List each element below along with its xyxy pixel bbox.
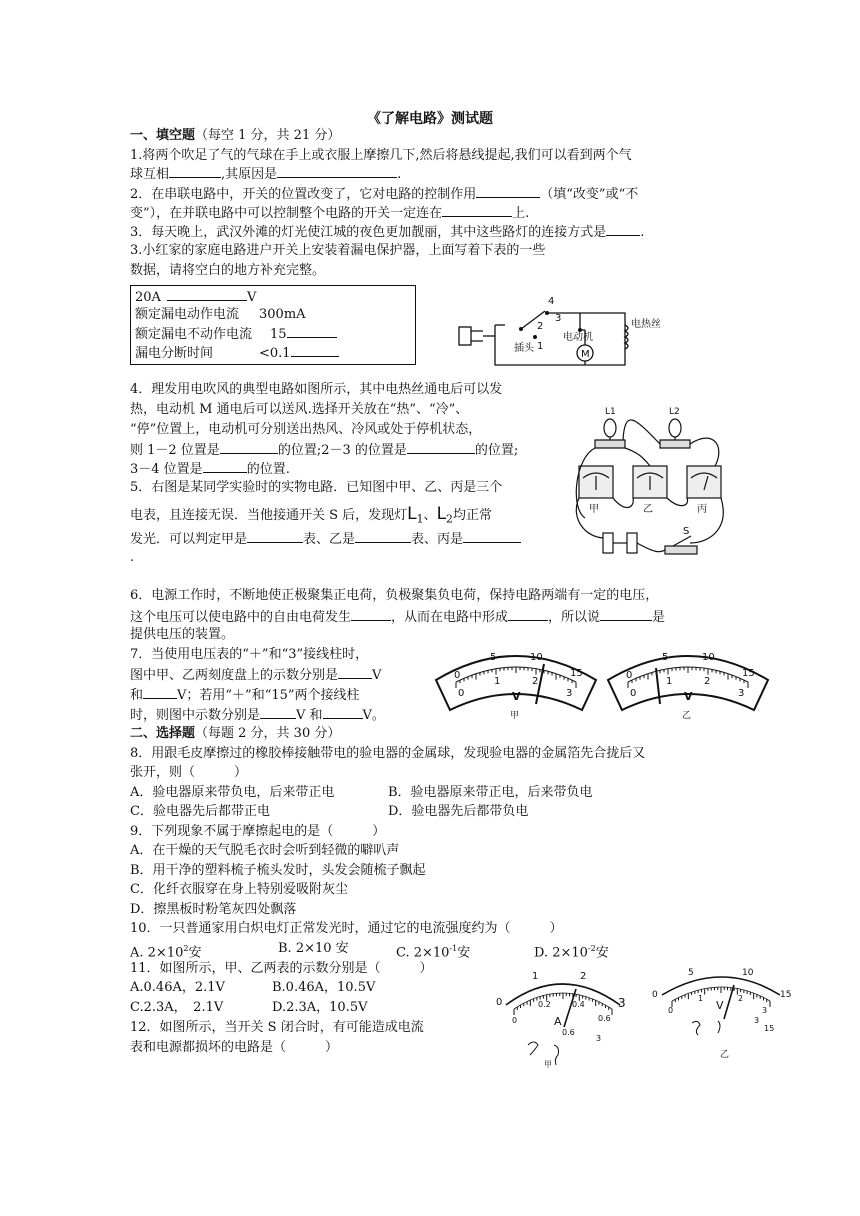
meter-label-bing: 丙 (697, 504, 707, 515)
q3-line2: 3.小红家的家庭电路进户开关上安装着漏电保护器，上面写着下表的一些 (130, 243, 546, 258)
voltmeter-inner-1: 1 (698, 994, 704, 1003)
q6-text-b: ，从而在电路中形成 (391, 610, 509, 625)
motor-label: 电动机 (563, 332, 593, 343)
q5-text-d: 表、乙是 (303, 532, 356, 547)
q4-line3: “停”位置上，电动机可分别送出热风、冷风或处于停机状态， (130, 422, 482, 437)
leak-no-action-blank[interactable] (287, 325, 337, 338)
voltmeter-outer-10: 10 (742, 968, 754, 978)
dial-jia-caption: 甲 (510, 711, 520, 721)
q10-c-exp: -1 (449, 944, 458, 953)
table-row-4 (135, 344, 339, 362)
q4-line1: 4．理发用电吹风的典型电路如图所示，其中电热丝通电后可以发 (130, 382, 503, 397)
q4-line2: 热，电动机 M 通电后可以送风.选择开关放在“热”、“冷”、 (130, 402, 469, 417)
meter-label-yi: 乙 (643, 504, 653, 515)
q8-option-b[interactable]: B．验电器原来带正电，后来带负电 (388, 785, 593, 800)
q6-blank-3[interactable] (600, 608, 652, 621)
q1-text-a: 球互相 (130, 167, 170, 182)
q10-option-b[interactable]: B. 2×10 安 (278, 941, 349, 956)
q2-line2 (130, 204, 529, 222)
q1-text-c: . (397, 167, 402, 182)
ammeter-inner-0: 0 (512, 1016, 518, 1025)
q4-line4 (130, 441, 518, 459)
voltmeter-inner-3: 3 (762, 1006, 768, 1015)
dial-yi-top-0: 0 (626, 670, 633, 681)
q2-line1 (130, 185, 638, 203)
q5-text-e: 表、丙是 (411, 532, 464, 547)
rated-current: 20A (135, 290, 161, 305)
q12-line2: 表和电源都损坏的电路是（ ） (130, 1040, 339, 1055)
q2-blank-1[interactable] (476, 185, 540, 198)
voltmeter-needle (724, 985, 734, 1019)
ammeter-dial (492, 965, 632, 1070)
q3-line1 (130, 223, 644, 241)
q11-option-d[interactable]: D.2.3A，10.5V (272, 1000, 368, 1015)
dial-yi-caption: 乙 (682, 711, 692, 721)
voltmeter-inner-2: 2 (738, 994, 744, 1003)
q4-text-b: 的位置;2－3 的位置是 (277, 443, 407, 458)
q5-lamp1-sub: 1 (416, 512, 424, 526)
q10-option-c[interactable] (396, 941, 470, 961)
q7-text-a: 图中甲、乙两刻度盘上的示数分别是 (130, 668, 339, 683)
q3-text-b: . (640, 225, 645, 240)
q2-text-d: 上. (512, 206, 530, 221)
q10-d-unit: 安 (595, 945, 609, 961)
plug-label: 插头 (514, 343, 534, 354)
q8-line2: 张开，则（ ） (130, 765, 248, 780)
table-row-3 (135, 325, 337, 343)
q8-option-c[interactable]: C．验电器先后都带正电 (130, 804, 270, 819)
motor-symbol: M (581, 349, 590, 360)
ammeter-inner-04: 0.4 (572, 1000, 585, 1009)
q5-line3 (130, 530, 521, 548)
q5-blank-1[interactable] (247, 530, 303, 543)
q2-text-c: 变”），在并联电路中可以控制整个电路的开关一定连在 (130, 206, 443, 221)
ammeter-inner-02: 0.2 (538, 1000, 551, 1009)
q10-stem: 10．一只普通家用白炽电灯正常发光时，通过它的电流强度约为（ ） (130, 921, 563, 936)
q8-line1: 8．用跟毛皮摩擦过的橡胶棒接触带电的验电器的金属球，发现验电器的金属箔先合拢后又 (130, 746, 646, 761)
dial-jia-bottom-2: 2 (532, 676, 539, 687)
dial-yi-bottom-3: 3 (738, 688, 745, 699)
q10-a-unit: 安 (188, 945, 202, 961)
q5-blank-3[interactable] (463, 530, 521, 543)
q11-option-b[interactable]: B.0.46A，10.5V (272, 980, 376, 995)
dryer-pos-1: 1 (537, 341, 544, 352)
voltmeter-terminal-3: 3 (754, 1016, 760, 1025)
q6-blank-1[interactable] (351, 608, 391, 621)
q6-line2 (130, 608, 665, 626)
q5-blank-2[interactable] (355, 530, 411, 543)
dial-yi-top-15: 15 (742, 668, 755, 679)
dial-jia-top-10: 10 (530, 652, 543, 663)
q7-line3 (130, 686, 360, 704)
table-row-2 (135, 307, 306, 323)
q5-line1: 5．右图是某同学实验时的实物电路．已知图中甲、乙、丙是三个 (130, 480, 503, 495)
q9-option-a[interactable]: A．在干燥的天气脱毛衣时会听到轻微的噼叭声 (130, 843, 400, 858)
q5-sep: 、 (423, 508, 437, 523)
q4-blank-3[interactable] (203, 460, 247, 473)
q7-line2 (130, 666, 381, 684)
q7-text-g: V。 (362, 708, 385, 723)
dryer-pos-3: 3 (555, 313, 562, 324)
hair-dryer-circuit (455, 285, 661, 380)
ammeter-outer-2: 2 (580, 971, 587, 982)
break-time-label: 漏电分断时间 (135, 346, 214, 361)
ammeter-inner-06: 0.6 (598, 1014, 611, 1023)
q7-text-b: V (372, 668, 382, 683)
dryer-pos-4: 4 (548, 296, 555, 307)
ammeter-outer-1: 1 (532, 971, 539, 982)
q6-blank-2[interactable] (508, 608, 548, 621)
leak-action-label: 额定漏电动作电流 (135, 307, 240, 322)
dial-jia-top-15: 15 (570, 668, 583, 679)
meter-circuit-l2: L2 (669, 407, 680, 417)
meter-circuit-l1: L1 (605, 407, 616, 417)
q11-stem: 11．如图所示，甲、乙两表的示数分别是（ ） (130, 961, 433, 976)
q12-line1: 12．如图所示，当开关 S 闭合时，有可能造成电流 (130, 1020, 424, 1035)
q10-c-base: C. 2×10 (396, 945, 450, 961)
switch-label: S (683, 526, 690, 537)
q9-option-c[interactable]: C．化纤衣服穿在身上特别爱吸附灰尘 (130, 882, 348, 897)
section-1-header (130, 128, 340, 144)
q10-c-unit: 安 (457, 945, 471, 961)
q4-text-a: 则 1－2 位置是 (130, 443, 220, 458)
q3-line3: 数据，请将空白的地方补充完整。 (130, 263, 326, 278)
q3-text-a: 3．每天晚上，武汉外滩的灯光使江城的夜色更加靓丽，其中这些路灯的连接方式是 (130, 225, 607, 240)
dial-jia-top-5: 5 (490, 652, 497, 663)
q5-text-c: 发光．可以判定甲是 (130, 532, 248, 547)
ammeter-caption: 甲 (544, 1060, 552, 1069)
q8-option-a[interactable]: A．验电器原来带负电，后来带正电 (130, 785, 335, 800)
q7-text-d: V；若用“＋”和“15”两个接线柱 (177, 688, 360, 703)
dial-jia-bottom-0: 0 (458, 688, 465, 699)
q9-stem: 9．下列现象不属于摩擦起电的是（ ） (130, 824, 386, 839)
dial-yi-top-5: 5 (662, 652, 669, 663)
q7-text-e: 时，则图中示数分别是 (130, 708, 261, 723)
q4-text-c: 的位置; (474, 443, 519, 458)
q5-line4: . (130, 550, 135, 565)
q7-text-f: V 和 (296, 708, 323, 723)
q6-text-a: 这个电压可以使电路中的自由电荷发生 (130, 610, 352, 625)
q10-option-a[interactable] (130, 941, 201, 961)
page-title: 《了解电路》测试题 (367, 111, 493, 127)
leak-action-value: 300mA (259, 307, 306, 322)
voltmeter-terminal-15: 15 (764, 1024, 775, 1033)
ammeter-terminal-3: 3 (596, 1034, 602, 1043)
dial-yi-bottom-2: 2 (704, 676, 711, 687)
dial-jia-bottom-1: 1 (494, 676, 501, 687)
table-row-1 (135, 288, 256, 306)
dial-jia-top-0: 0 (454, 670, 461, 681)
voltmeter-outer-15: 15 (780, 990, 792, 1000)
q10-a-base: A. 2×10 (130, 945, 184, 961)
q6-line3: 提供电压的装置。 (130, 627, 235, 642)
q1-text-b: ,其原因是 (221, 167, 278, 182)
dial-yi-top-10: 10 (702, 652, 715, 663)
q7-blank-2[interactable] (143, 686, 177, 699)
dial-yi-bottom-0: 0 (630, 688, 637, 699)
q7-blank-4[interactable] (323, 706, 363, 719)
voltmeter-unit: V (716, 999, 724, 1012)
q4-line5 (130, 460, 290, 478)
q4-text-e: 的位置. (246, 462, 290, 477)
q1-line2 (130, 165, 401, 183)
voltmeter-dial (652, 965, 797, 1060)
q5-text-a: 电表，且连接无误．当他接通开关 S 后，发现灯 (130, 508, 408, 523)
q10-d-base: D. 2×10 (534, 945, 588, 961)
q10-a-exp: 2 (183, 944, 189, 953)
q7-line4 (130, 706, 385, 724)
q5-line2 (130, 506, 492, 528)
q1-blank-2[interactable] (277, 165, 397, 178)
section-2-note: （每题 2 分，共 30 分） (195, 726, 341, 741)
q11-option-c[interactable]: C.2.3A， 2.1V (130, 1000, 224, 1015)
q10-option-d[interactable] (534, 941, 609, 961)
voltmeter-inner-0: 0 (668, 1006, 674, 1015)
section-2-heading: 二、选择题 (130, 726, 196, 741)
q2-text-b: （填“改变”或“不 (540, 187, 639, 202)
ammeter-outer-3: 3 (618, 996, 626, 1010)
q5-text-b: 均正常 (452, 508, 492, 523)
q8-option-d[interactable]: D．验电器先后都带负电 (388, 804, 529, 819)
ammeter-outer-0: 0 (496, 997, 503, 1008)
q4-blank-1[interactable] (220, 441, 278, 454)
q5-lamp2-sub: 2 (446, 512, 453, 526)
q4-text-d: 3－4 位置是 (130, 462, 203, 477)
dial-jia-unit: V (512, 690, 521, 703)
q3-blank-1[interactable] (606, 223, 640, 236)
leak-no-action-label: 额定漏电不动作电流 (135, 327, 253, 342)
break-time-value: <0.1 (259, 346, 291, 361)
q7-line1: 7．当使用电压表的“＋”和“3”接线柱时， (130, 647, 369, 662)
q9-option-b[interactable]: B．用干净的塑料梳子梳头发时，头发会随梳子飘起 (130, 863, 426, 878)
dial-jia (432, 638, 600, 722)
q2-blank-2[interactable] (442, 204, 512, 217)
q1-blank-1[interactable] (169, 165, 221, 178)
dryer-pos-2: 2 (537, 321, 544, 332)
meter-circuit (565, 388, 725, 573)
q6-text-d: 是 (652, 610, 666, 625)
break-time-blank[interactable] (291, 344, 339, 357)
q10-d-exp: -2 (587, 944, 596, 953)
rated-data-table (130, 285, 416, 365)
voltmeter-outer-5: 5 (688, 968, 694, 978)
dial-yi (604, 638, 772, 722)
section-2-header (130, 726, 340, 742)
voltmeter-caption: 乙 (720, 1050, 730, 1060)
ammeter-unit: A (554, 1015, 562, 1028)
q7-blank-1[interactable] (338, 666, 372, 679)
voltmeter-outer-0: 0 (652, 990, 658, 1000)
q6-text-c: ，所以说 (548, 610, 601, 625)
rated-voltage-unit: V (246, 290, 257, 305)
q11-option-a[interactable]: A.0.46A，2.1V (130, 980, 225, 995)
q2-text-a: 2．在串联电路中，开关的位置改变了，它对电路的控制作用 (130, 187, 477, 202)
section-1-note: （每空 1 分，共 21 分） (195, 128, 341, 143)
section-1-heading: 一、填空题 (130, 128, 196, 143)
dial-jia-bottom-3: 3 (566, 688, 573, 699)
q1-line1: 1.将两个吹足了气的气球在手上或衣服上摩擦几下,然后将悬线提起,我们可以看到两个气 (130, 148, 632, 163)
q5-lamp1: L (407, 504, 417, 524)
dial-yi-bottom-1: 1 (666, 676, 673, 687)
ammeter-terminal-06: 0.6 (562, 1028, 575, 1037)
q7-blank-3[interactable] (260, 706, 296, 719)
q7-text-c: 和 (130, 688, 144, 703)
leak-no-action-value: 15 (270, 327, 287, 342)
meter-label-jia: 甲 (589, 504, 599, 515)
heater-label: 电热丝 (631, 319, 661, 330)
q6-line1: 6．电源工作时，不断地使正极聚集正电荷，负极聚集负电荷，保持电路两端有一定的电压， (130, 588, 659, 603)
q5-lamp2: L (436, 504, 447, 524)
q9-option-d[interactable]: D．擦黑板时粉笔灰四处飘落 (130, 902, 297, 917)
dial-yi-unit: V (684, 690, 693, 703)
rated-voltage-blank[interactable] (167, 288, 247, 301)
q4-blank-2[interactable] (407, 441, 475, 454)
